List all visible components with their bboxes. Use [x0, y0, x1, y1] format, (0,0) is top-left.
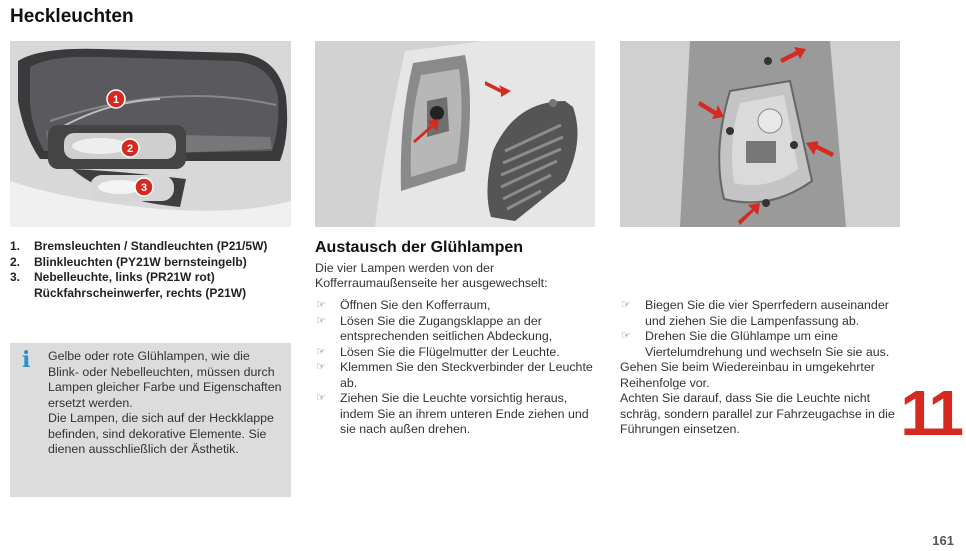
info-line: Die Lampen, die sich auf der Heckklappe — [48, 411, 274, 425]
step-line: Öffnen Sie den Kofferraum, — [340, 298, 491, 312]
pointing-hand-icon: ☞ — [621, 330, 631, 342]
legend-item — [10, 239, 300, 255]
step-item — [620, 298, 905, 329]
step-line: Drehen Sie die Glühlampe um eine — [645, 329, 838, 343]
intro-line: Die vier Lampen werden von der — [315, 261, 495, 275]
callout-1 — [107, 90, 125, 108]
step-item — [315, 314, 600, 345]
reassembly-note — [620, 360, 905, 438]
info-box — [10, 343, 291, 497]
step-line: Biegen Sie die vier Sperrfedern auseinander — [645, 298, 889, 312]
info-line: befinden, sind dekorative Elemente. Sie — [48, 426, 267, 441]
pointing-hand-icon: ☞ — [621, 299, 631, 311]
info-line: Lampen gleicher Farbe und Eigenschaften — [48, 380, 282, 394]
info-line: Gelbe oder rote Glühlampen, wie die — [48, 349, 250, 363]
step-line: Lösen Sie die Flügelmutter der Leuchte. — [340, 344, 560, 359]
step-line: sie nach außen drehen. — [340, 422, 471, 436]
note-line: Reihenfolge vor. — [620, 375, 710, 390]
note-line: Achten Sie darauf, dass Sie die Leuchte nicht — [620, 391, 871, 405]
svg-text:3: 3 — [140, 182, 148, 194]
chapter-number: 11 — [900, 377, 960, 449]
legend-number: 1. — [10, 239, 21, 253]
note-line: Gehen Sie beim Wiedereinbau in umgekehrter — [620, 360, 875, 374]
callout-3 — [135, 178, 153, 196]
pointing-hand-icon: ☞ — [316, 392, 326, 404]
tail-light-image — [10, 41, 291, 227]
bulb-legend — [10, 239, 300, 301]
callout-2 — [121, 139, 139, 157]
step-item — [315, 360, 600, 391]
steps-right — [620, 298, 905, 438]
section-title: Austausch der Glühlampen — [315, 239, 524, 256]
legend-number: 2. — [10, 254, 21, 269]
page-title: Heckleuchten — [10, 6, 134, 27]
steps-middle — [315, 298, 600, 438]
step-line: Lösen Sie die Zugangsklappe an der — [340, 313, 542, 328]
pointing-hand-icon: ☞ — [316, 299, 326, 311]
legend-text: Nebelleuchte, links (PR21W rot) — [34, 270, 215, 284]
info-text — [48, 349, 286, 458]
note-line: Führungen einsetzen. — [620, 422, 740, 436]
step-line: Viertelumdrehung und wechseln Sie sie aus. — [645, 344, 890, 359]
pointing-hand-icon: ☞ — [316, 314, 326, 327]
info-icon: i — [22, 347, 31, 373]
svg-text:1: 1 — [112, 94, 120, 106]
pointing-hand-icon: ☞ — [316, 345, 326, 358]
step-line: Klemmen Sie den Steckverbinder der Leuchte — [340, 360, 593, 374]
legend-number: 3. — [10, 270, 21, 284]
legend-text: Rückfahrscheinwerfer, rechts (P21W) — [34, 285, 247, 300]
step-line: indem Sie an ihrem unteren Ende ziehen und — [340, 406, 589, 421]
svg-text:2: 2 — [126, 143, 134, 155]
step-line: ab. — [340, 375, 358, 390]
step-line: Ziehen Sie die Leuchte vorsichtig heraus, — [340, 391, 568, 405]
step-line: entsprechenden seitlichen Abdeckung, — [340, 329, 553, 343]
legend-item — [10, 270, 300, 286]
legend-text: Blinkleuchten (PY21W bernsteingelb) — [34, 254, 247, 269]
lamp-holder-image — [620, 41, 900, 227]
info-line: Blink- oder Nebelleuchten, müssen durch — [48, 364, 275, 379]
step-item — [620, 329, 905, 360]
legend-item — [10, 286, 300, 302]
legend-item — [10, 255, 300, 271]
step-item — [315, 345, 600, 361]
step-item — [315, 391, 600, 438]
page-number: 161 — [932, 533, 954, 548]
step-item — [315, 298, 600, 314]
pointing-hand-icon: ☞ — [316, 361, 326, 373]
step-line: und ziehen Sie die Lampenfassung ab. — [645, 313, 860, 328]
legend-number — [10, 286, 34, 302]
section-intro — [315, 261, 595, 291]
legend-text: Bremsleuchten / Standleuchten (P21/5W) — [34, 239, 268, 253]
note-line: schräg, sondern parallel zur Fahrzeugachse in die — [620, 406, 895, 421]
info-line: dienen ausschließlich der Ästhetik. — [48, 442, 239, 456]
info-line: ersetzt werden. — [48, 395, 133, 410]
access-flap-image — [315, 41, 595, 227]
intro-line: Kofferraumaußenseite her ausgewechselt: — [315, 276, 548, 290]
